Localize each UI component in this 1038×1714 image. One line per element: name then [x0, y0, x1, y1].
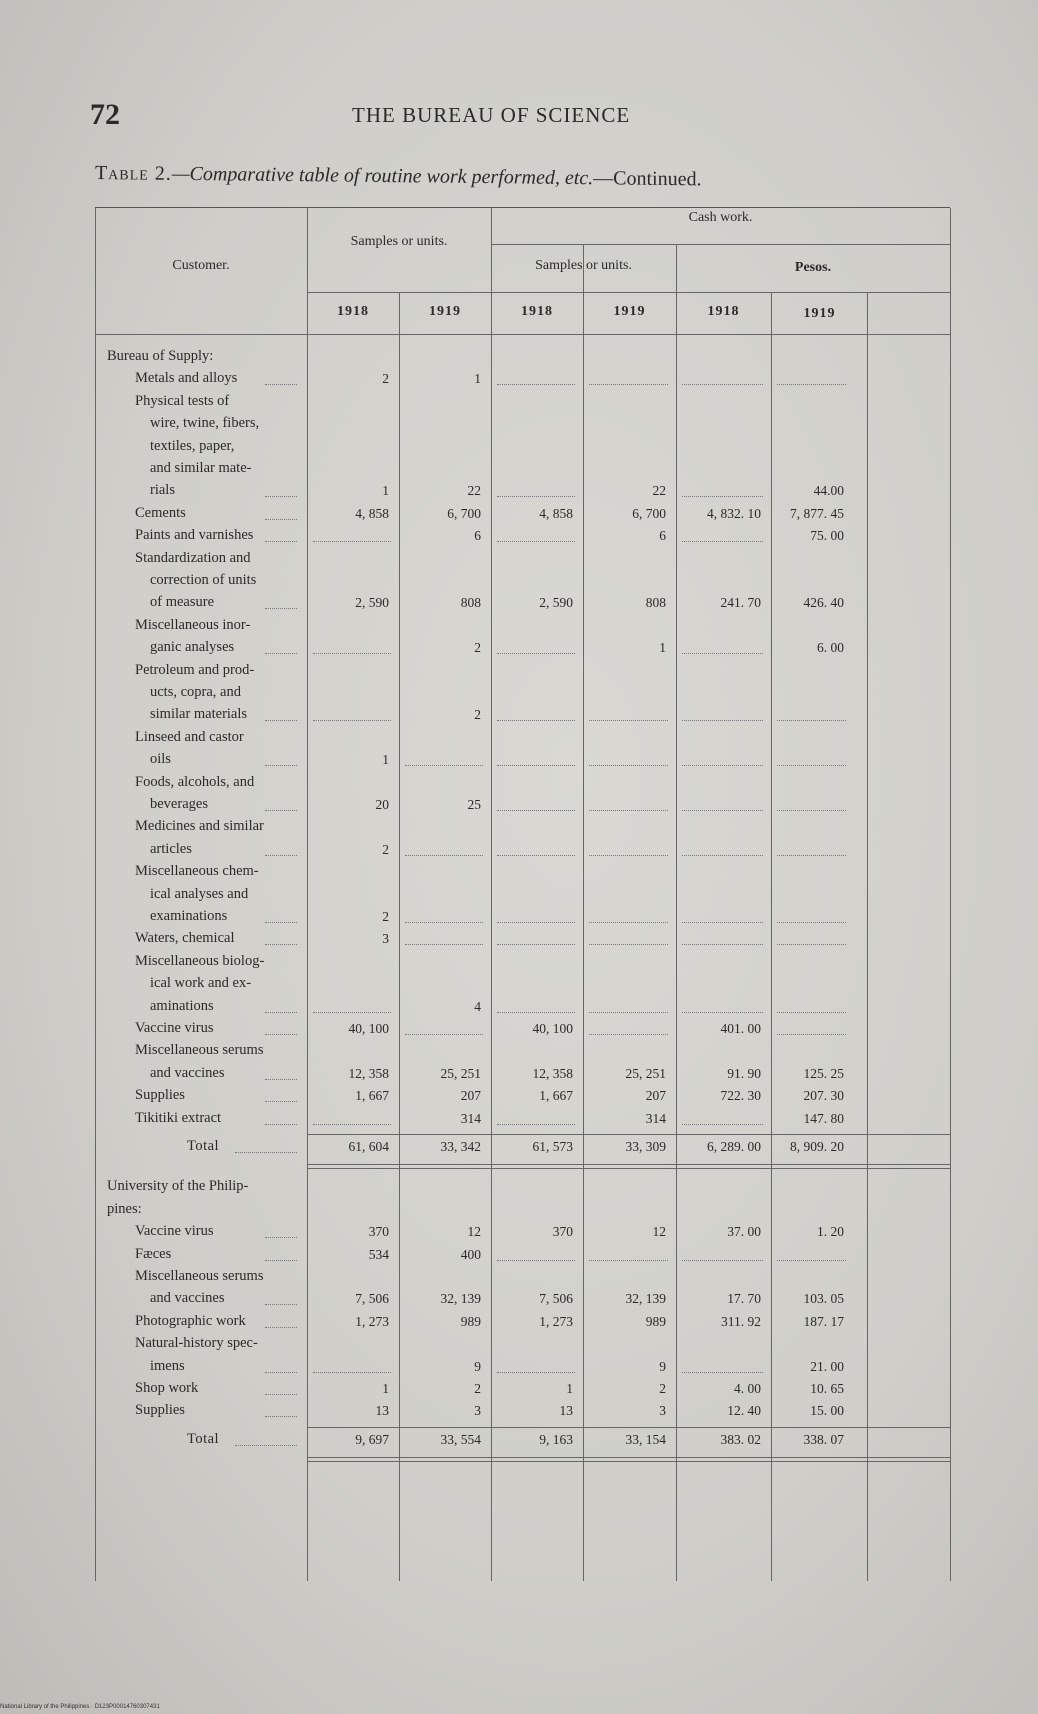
value-cell: 13 [559, 1403, 573, 1419]
value-cell: 6, 700 [632, 505, 666, 521]
row-label: Vaccine virus [135, 1223, 214, 1240]
empty-cell-leader [497, 720, 575, 721]
empty-cell-leader [405, 855, 483, 856]
row-label: Foods, alcohols, and [135, 773, 255, 790]
empty-cell-leader [497, 944, 575, 945]
value-cell: 401. 00 [720, 1021, 761, 1036]
total-value-cell: 33, 342 [440, 1139, 481, 1154]
total-value-cell: 9, 697 [355, 1431, 389, 1447]
value-cell: 370 [368, 1224, 389, 1240]
value-cell: 12, 358 [348, 1065, 389, 1081]
row-label: Metals and alloys [135, 370, 238, 387]
rule-col-3 [491, 208, 492, 1581]
empty-cell-leader [589, 765, 668, 766]
empty-cell-leader [405, 944, 483, 945]
empty-cell-leader [313, 1124, 391, 1125]
caption-lead: Table 2. [94, 162, 172, 185]
label-leader [265, 1034, 297, 1035]
empty-cell-leader [497, 653, 575, 654]
value-cell: 2 [474, 707, 481, 723]
total-leader [235, 1152, 297, 1153]
empty-cell-leader [497, 765, 575, 766]
value-cell: 9 [474, 1358, 481, 1374]
year-pesos-1919: 1919 [803, 306, 836, 321]
label-leader [265, 1372, 297, 1373]
label-leader [265, 496, 297, 497]
total-label: Total [187, 1138, 220, 1154]
value-cell: 989 [645, 1313, 666, 1329]
value-cell: 808 [460, 595, 481, 611]
empty-cell-leader [313, 541, 391, 542]
row-label: Miscellaneous serums [135, 1268, 264, 1284]
value-cell: 4, 832. 10 [707, 505, 761, 521]
value-cell: 4. 00 [734, 1381, 761, 1396]
empty-cell-leader [777, 1034, 846, 1035]
page-number: 72 [90, 98, 120, 131]
label-leader [265, 720, 297, 721]
total-label: Total [187, 1430, 220, 1447]
label-leader [265, 922, 297, 923]
empty-cell-leader [682, 944, 763, 945]
label-leader [265, 653, 297, 654]
value-cell: 4, 858 [539, 505, 573, 521]
empty-cell-leader [682, 810, 763, 811]
row-label: ganic analyses [150, 639, 235, 656]
value-cell: 314 [460, 1110, 481, 1126]
empty-cell-leader [777, 855, 846, 856]
row-label: wire, twine, fibers, [150, 415, 260, 432]
empty-cell-leader [497, 1372, 575, 1373]
value-cell: 207 [645, 1088, 666, 1104]
value-cell: 1, 667 [355, 1088, 389, 1104]
row-label: examinations [150, 908, 228, 924]
label-leader [265, 1101, 297, 1102]
label-leader [265, 1304, 297, 1305]
header-samples-units: Samples or units. [350, 234, 448, 249]
value-cell: 12. 40 [727, 1403, 761, 1419]
rule-years-top [307, 292, 950, 293]
value-cell: 4, 858 [355, 505, 389, 521]
value-cell: 6 [474, 528, 481, 544]
value-cell: 207. 30 [803, 1088, 844, 1104]
label-leader [265, 810, 297, 811]
value-cell: 40, 100 [348, 1021, 389, 1036]
total-value-cell: 33, 154 [625, 1431, 666, 1447]
empty-cell-leader [313, 1372, 391, 1373]
year-samples-1919: 1919 [429, 304, 461, 319]
row-label: Standardization and [135, 549, 251, 566]
rule-header-bottom [95, 334, 950, 335]
label-leader [265, 1124, 297, 1125]
section-title: University of the Philip- [107, 1178, 249, 1195]
row-label: Miscellaneous inor- [135, 616, 251, 633]
row-label: of measure [150, 594, 215, 611]
row-label: articles [150, 840, 192, 857]
footer-note: National Library of the Philippines · D123P00014760307431 [0, 1704, 160, 1710]
total-value-cell: 61, 573 [532, 1139, 573, 1154]
empty-cell-leader [682, 1012, 763, 1013]
value-cell: 6. 00 [817, 640, 844, 656]
value-cell: 808 [645, 595, 666, 611]
empty-cell-leader [313, 1012, 391, 1013]
row-label: ical work and ex- [150, 975, 252, 992]
value-cell: 241. 70 [720, 595, 761, 611]
empty-cell-leader [497, 1124, 575, 1125]
row-label: Supplies [135, 1402, 185, 1419]
row-label: and similar mate- [150, 460, 252, 476]
value-cell: 6, 700 [447, 505, 481, 521]
row-label: Petroleum and prod- [135, 661, 255, 678]
value-cell: 7, 506 [355, 1291, 389, 1307]
row-label: beverages [150, 796, 208, 812]
year-cash-samples-1919: 1919 [613, 304, 646, 319]
row-label: Physical tests of [135, 392, 230, 409]
caption-tail: —Continued. [593, 167, 702, 191]
value-cell: 40, 100 [532, 1021, 573, 1036]
value-cell: 2 [382, 909, 389, 924]
value-cell: 2 [659, 1381, 666, 1396]
value-cell: 22 [652, 483, 666, 499]
total-value-cell: 33, 554 [440, 1431, 481, 1447]
value-cell: 21. 00 [810, 1358, 844, 1374]
empty-cell-leader [497, 810, 575, 811]
empty-cell-leader [777, 1260, 846, 1261]
empty-cell-leader [497, 1260, 575, 1261]
row-label: rials [150, 482, 175, 499]
label-leader [265, 1260, 297, 1261]
rule-right [950, 208, 951, 1581]
total-double-rule [307, 1457, 950, 1462]
rule-col-7 [867, 292, 868, 1581]
empty-cell-leader [497, 384, 575, 385]
label-leader [265, 541, 297, 542]
value-cell: 3 [659, 1403, 666, 1419]
value-cell: 3 [382, 931, 389, 947]
empty-cell-leader [682, 1260, 763, 1261]
value-cell: 103. 05 [803, 1291, 844, 1307]
label-leader [265, 1327, 297, 1328]
value-cell: 22 [467, 483, 481, 499]
value-cell: 32, 139 [440, 1291, 481, 1307]
value-cell: 2 [382, 371, 389, 387]
value-cell: 426. 40 [803, 595, 844, 611]
empty-cell-leader [777, 944, 846, 945]
section-title: Bureau of Supply: [107, 348, 214, 364]
empty-cell-leader [777, 810, 846, 811]
empty-cell-leader [589, 944, 668, 945]
label-leader [265, 855, 297, 856]
empty-cell-leader [589, 922, 668, 923]
value-cell: 32, 139 [625, 1291, 666, 1307]
value-cell: 12, 358 [532, 1065, 573, 1081]
value-cell: 20 [375, 797, 389, 812]
header-customer: Customer. [172, 258, 230, 273]
value-cell: 187. 17 [803, 1313, 844, 1329]
empty-cell-leader [405, 922, 483, 923]
row-label: Fæces [135, 1245, 172, 1262]
empty-cell-leader [313, 720, 391, 721]
label-leader [265, 1394, 297, 1395]
empty-cell-leader [589, 855, 668, 856]
year-samples-1918: 1918 [337, 304, 369, 319]
empty-cell-leader [682, 720, 763, 721]
year-cash-samples-1918: 1918 [521, 304, 553, 319]
empty-cell-leader [589, 1034, 668, 1035]
rule-cash-work [491, 244, 950, 245]
empty-cell-leader [682, 922, 763, 923]
total-value-cell: 61, 604 [348, 1139, 389, 1154]
empty-cell-leader [682, 1124, 763, 1125]
value-cell: 722. 30 [720, 1088, 761, 1104]
value-cell: 1, 273 [355, 1313, 389, 1329]
row-label: aminations [150, 997, 214, 1014]
caption-italic: —Comparative table of routine work performed, etc. [171, 162, 594, 190]
row-label: Waters, chemical [135, 930, 235, 947]
row-label: Natural-history spec- [135, 1335, 258, 1352]
value-cell: 1. 20 [817, 1224, 844, 1240]
label-leader [265, 608, 297, 609]
empty-cell-leader [589, 1260, 668, 1261]
row-label: Miscellaneous chem- [135, 863, 259, 880]
value-cell: 1 [382, 1381, 389, 1396]
empty-cell-leader [497, 496, 575, 497]
value-cell: 311. 92 [721, 1313, 761, 1329]
value-cell: 13 [375, 1403, 389, 1419]
empty-cell-leader [497, 855, 575, 856]
row-label: ical analyses and [150, 885, 249, 902]
label-leader [265, 944, 297, 945]
value-cell: 1 [382, 752, 389, 768]
value-cell: 1 [382, 483, 389, 499]
value-cell: 25, 251 [440, 1065, 481, 1081]
label-leader [265, 765, 297, 766]
empty-cell-leader [497, 1012, 575, 1013]
header-pesos: Pesos. [794, 260, 832, 275]
value-cell: 6 [659, 528, 666, 544]
running-head: THE BUREAU OF SCIENCE [352, 103, 631, 127]
row-label: Tikitiki extract [135, 1109, 222, 1126]
empty-cell-leader [313, 653, 391, 654]
empty-cell-leader [682, 1372, 763, 1373]
row-label: Supplies [135, 1087, 185, 1104]
value-cell: 25, 251 [625, 1065, 666, 1081]
label-leader [265, 519, 297, 520]
value-cell: 37. 00 [727, 1224, 761, 1240]
total-value-cell: 8, 909. 20 [790, 1139, 844, 1154]
empty-cell-leader [682, 765, 763, 766]
value-cell: 1 [474, 371, 481, 387]
empty-cell-leader [589, 720, 668, 721]
row-label: Paints and varnishes [135, 527, 254, 544]
value-cell: 2 [474, 640, 481, 656]
empty-cell-leader [497, 541, 575, 542]
row-label: oils [150, 751, 171, 768]
empty-cell-leader [777, 384, 846, 385]
value-cell: 314 [645, 1110, 666, 1126]
value-cell: 3 [474, 1403, 481, 1419]
total-value-cell: 33, 309 [625, 1139, 666, 1154]
empty-cell-leader [682, 653, 763, 654]
value-cell: 7, 877. 45 [790, 505, 844, 521]
empty-cell-leader [777, 720, 846, 721]
row-label: Miscellaneous serums [135, 1042, 264, 1059]
empty-cell-leader [497, 922, 575, 923]
empty-cell-leader [405, 1034, 483, 1035]
empty-cell-leader [405, 765, 483, 766]
value-cell: 4 [474, 998, 481, 1014]
header-cash-samples-units: Samples or units. [535, 258, 632, 273]
empty-cell-leader [682, 541, 763, 542]
label-leader [265, 384, 297, 385]
row-label: and vaccines [150, 1064, 225, 1081]
value-cell: 370 [552, 1224, 573, 1240]
row-label: textiles, paper, [150, 437, 235, 454]
value-cell: 2 [474, 1381, 481, 1396]
value-cell: 9 [659, 1358, 666, 1374]
label-leader [265, 1012, 297, 1013]
row-label: ucts, copra, and [150, 684, 241, 700]
row-label: Cements [135, 504, 186, 521]
empty-cell-leader [589, 810, 668, 811]
empty-cell-leader [589, 1012, 668, 1013]
label-leader [265, 1416, 297, 1417]
value-cell: 400 [460, 1246, 481, 1262]
value-cell: 12 [467, 1224, 481, 1240]
value-cell: 125. 25 [803, 1065, 844, 1081]
value-cell: 15. 00 [810, 1403, 844, 1419]
label-leader [265, 1079, 297, 1080]
value-cell: 207 [460, 1088, 481, 1104]
total-value-cell: 338. 07 [803, 1431, 844, 1447]
empty-cell-leader [682, 496, 763, 497]
value-cell: 1, 667 [539, 1088, 573, 1104]
row-label: and vaccines [150, 1290, 225, 1307]
value-cell: 2, 590 [539, 595, 573, 611]
header-cash-work: Cash work. [688, 210, 753, 225]
value-cell: 44.00 [813, 483, 844, 499]
total-value-cell: 9, 163 [539, 1431, 573, 1447]
row-label: Photographic work [135, 1312, 246, 1329]
total-value-cell: 6, 289. 00 [707, 1139, 761, 1154]
empty-cell-leader [777, 922, 846, 923]
value-cell: 1 [659, 640, 666, 656]
empty-cell-leader [682, 384, 763, 385]
row-label: Miscellaneous biolog- [135, 952, 265, 969]
row-label: Linseed and castor [135, 728, 244, 745]
value-cell: 2 [382, 841, 389, 857]
row-label: Vaccine virus [135, 1020, 214, 1036]
table-caption [95, 162, 955, 194]
row-label: Shop work [135, 1380, 199, 1396]
value-cell: 1 [566, 1381, 573, 1396]
row-label: imens [150, 1357, 185, 1374]
rule-col-1 [307, 208, 308, 1581]
value-cell: 147. 80 [803, 1110, 844, 1126]
value-cell: 534 [368, 1246, 389, 1262]
total-rule-top [307, 1134, 950, 1135]
value-cell: 7, 506 [539, 1291, 573, 1307]
total-leader [235, 1445, 297, 1446]
value-cell: 10. 65 [810, 1381, 844, 1396]
value-cell: 1, 273 [539, 1313, 573, 1329]
value-cell: 91. 90 [727, 1065, 761, 1081]
total-value-cell: 383. 02 [720, 1431, 761, 1447]
year-pesos-1918: 1918 [707, 304, 740, 319]
empty-cell-leader [589, 384, 668, 385]
value-cell: 2, 590 [355, 595, 389, 611]
value-cell: 25 [467, 797, 481, 812]
total-rule-top [307, 1427, 950, 1428]
empty-cell-leader [777, 765, 846, 766]
empty-cell-leader [682, 855, 763, 856]
label-leader [265, 1237, 297, 1238]
routine-work-table [95, 207, 950, 1581]
value-cell: 12 [652, 1224, 666, 1240]
value-cell: 75. 00 [810, 528, 844, 544]
rule-left [95, 208, 96, 1581]
row-label: similar materials [150, 706, 248, 723]
row-label: Medicines and similar [135, 818, 264, 835]
row-label: correction of units [150, 572, 257, 588]
value-cell: 17. 70 [727, 1291, 761, 1307]
empty-cell-leader [777, 1012, 846, 1013]
total-double-rule [307, 1164, 950, 1169]
section-title: pines: [107, 1200, 142, 1217]
value-cell: 989 [460, 1313, 481, 1329]
